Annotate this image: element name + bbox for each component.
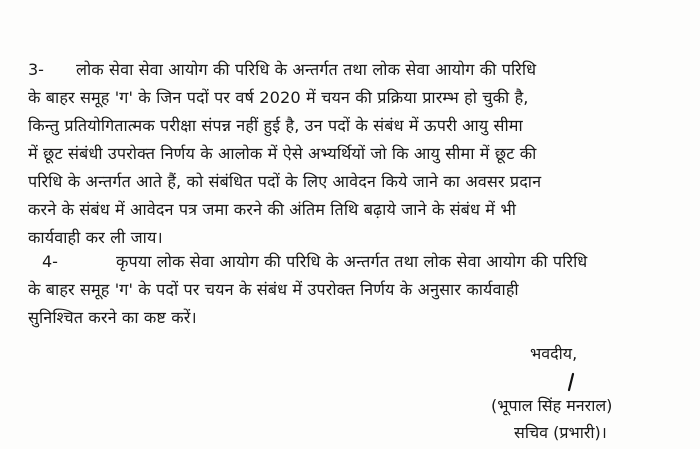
signatory-name: (भूपाल सिंह मनराल) [491, 396, 613, 415]
paragraph-line: करने के संबंध में आवेदन पत्र जमा करने की अंतिम तिथि बढ़ाये जाने के संबंध में भी [28, 200, 516, 219]
paragraph-line: के बाहर समूह 'ग' के पदों पर चयन के संबंध में उपरोक्त निर्णय के अनुसार कार्यवाही [28, 280, 519, 299]
paragraph-line: किन्तु प्रतियोगितात्मक परीक्षा संपन्न नहीं हुई है, उन पदों के संबंध में ऊपरी आयु सीमा [28, 116, 523, 135]
paragraph-line: के बाहर समूह 'ग' के जिन पदों पर वर्ष 2020 में चयन की प्रक्रिया प्रारम्भ हो चुकी है, [28, 88, 529, 107]
paragraph-line: परिधि के अन्तर्गत आते हैं, को संबंधित पदों के लिए आवेदन किये जाने का अवसर प्रदान [28, 172, 542, 191]
signature-mark [566, 372, 576, 392]
paragraph-line: कार्यवाही कर ली जाय। [28, 228, 163, 247]
paragraph-number: 4- [42, 252, 58, 271]
paragraph-number: 3- [28, 60, 44, 79]
paragraph-line: सुनिश्चित करने का कष्ट करें। [28, 308, 197, 327]
closing-salutation: भवदीय, [530, 344, 578, 363]
paragraph-line: में छूट संबंधी उपरोक्त निर्णय के आलोक में ऐसे अभ्यर्थियों जो कि आयु सीमा में छूट की [28, 144, 537, 163]
paragraph-line: कृपया लोक सेवा आयोग की परिधि के अन्तर्गत तथा लोक सेवा आयोग की परिधि [116, 252, 588, 271]
signatory-designation: सचिव (प्रभारी)। [514, 423, 607, 442]
paragraph-line: लोक सेवा सेवा आयोग की परिधि के अन्तर्गत तथा लोक सेवा आयोग की परिधि [76, 60, 537, 79]
